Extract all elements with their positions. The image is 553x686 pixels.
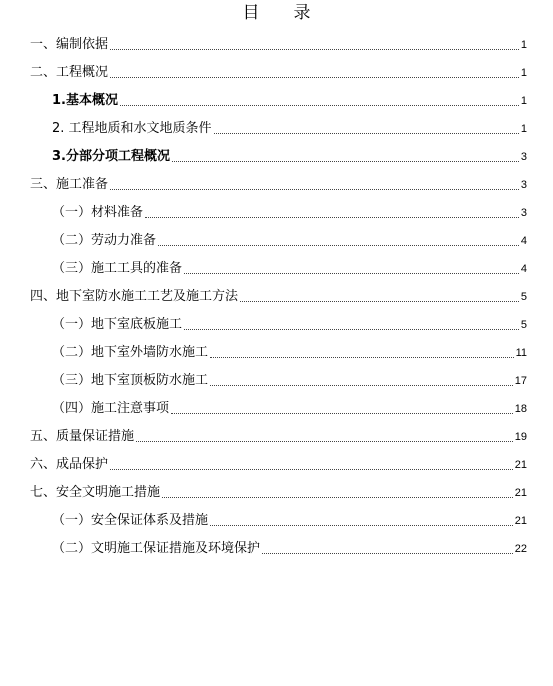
toc-entry-page: 1 bbox=[520, 123, 527, 135]
toc-entry-label: （一）地下室底板施工 bbox=[52, 317, 183, 332]
title-char-1: 目 bbox=[242, 3, 260, 23]
toc-entry-page: 4 bbox=[520, 235, 527, 247]
toc-entry-label: 五、质量保证措施 bbox=[30, 429, 135, 444]
dot-leader bbox=[158, 244, 519, 246]
title-char-2: 录 bbox=[293, 3, 311, 23]
toc-entry-label: 3.分部分项工程概况 bbox=[52, 149, 170, 164]
toc-title bbox=[0, 2, 553, 24]
toc-entry[interactable] bbox=[0, 483, 527, 501]
toc-entry-page: 5 bbox=[520, 291, 527, 303]
toc-entry[interactable] bbox=[0, 287, 527, 305]
toc-entry[interactable] bbox=[0, 427, 527, 445]
toc-entry[interactable] bbox=[0, 231, 527, 249]
toc-entry[interactable] bbox=[0, 315, 527, 333]
toc-entry-label: （三）施工工具的准备 bbox=[52, 261, 183, 276]
toc-entry-page: 18 bbox=[514, 403, 527, 415]
dot-leader bbox=[171, 412, 513, 414]
toc-entry-page: 4 bbox=[520, 263, 527, 275]
toc-entry-label: 2. 工程地质和水文地质条件 bbox=[52, 121, 212, 136]
toc-entry-label: （四）施工注意事项 bbox=[52, 401, 170, 416]
dot-leader bbox=[136, 440, 513, 442]
toc-entry-page: 21 bbox=[514, 515, 527, 527]
toc-entry[interactable] bbox=[0, 455, 527, 473]
toc-entry-label: 二、工程概况 bbox=[30, 65, 109, 80]
toc-entry-page: 11 bbox=[515, 347, 527, 359]
toc-entry-label: 七、安全文明施工措施 bbox=[30, 485, 161, 500]
dot-leader bbox=[110, 48, 519, 50]
toc-entry-label: 四、地下室防水施工工艺及施工方法 bbox=[30, 289, 239, 304]
dot-leader bbox=[184, 272, 519, 274]
toc-entry[interactable] bbox=[0, 511, 527, 529]
dot-leader bbox=[110, 468, 513, 470]
toc-entry[interactable] bbox=[0, 175, 527, 193]
toc-entry[interactable] bbox=[0, 539, 527, 557]
dot-leader bbox=[210, 384, 513, 386]
toc-entry-label: 三、施工准备 bbox=[30, 177, 109, 192]
toc-entry-page: 3 bbox=[520, 207, 527, 219]
toc-entry-page: 3 bbox=[520, 151, 527, 163]
toc-entry-page: 21 bbox=[514, 459, 527, 471]
toc-entry-page: 1 bbox=[520, 67, 527, 79]
dot-leader bbox=[110, 76, 519, 78]
dot-leader bbox=[210, 356, 514, 358]
toc-entry[interactable] bbox=[0, 371, 527, 389]
dot-leader bbox=[120, 104, 519, 106]
dot-leader bbox=[262, 552, 513, 554]
toc-entry-page: 5 bbox=[520, 319, 527, 331]
toc-entry-page: 22 bbox=[514, 543, 527, 555]
toc-entry-label: 一、编制依据 bbox=[30, 37, 109, 52]
dot-leader bbox=[210, 524, 513, 526]
dot-leader bbox=[162, 496, 513, 498]
toc-entry[interactable] bbox=[0, 259, 527, 277]
toc-entry[interactable] bbox=[0, 91, 527, 109]
toc-entry-label: 1.基本概况 bbox=[52, 93, 118, 108]
dot-leader bbox=[145, 216, 519, 218]
toc-entry[interactable] bbox=[0, 63, 527, 81]
toc-entry[interactable] bbox=[0, 35, 527, 53]
toc-entry-page: 1 bbox=[520, 39, 527, 51]
toc-entry[interactable] bbox=[0, 119, 527, 137]
toc-entry-label: （二）地下室外墙防水施工 bbox=[52, 345, 209, 360]
toc-entry-label: （一）安全保证体系及措施 bbox=[52, 513, 209, 528]
toc-entry-page: 17 bbox=[514, 375, 527, 387]
toc-entry[interactable] bbox=[0, 203, 527, 221]
toc-entry-page: 1 bbox=[520, 95, 527, 107]
toc-entry-label: 六、成品保护 bbox=[30, 457, 109, 472]
toc-entry-page: 19 bbox=[514, 431, 527, 443]
toc-entry-label: （二）劳动力准备 bbox=[52, 233, 157, 248]
dot-leader bbox=[172, 160, 519, 162]
toc-entry[interactable] bbox=[0, 343, 527, 361]
dot-leader bbox=[110, 188, 519, 190]
dot-leader bbox=[240, 300, 519, 302]
toc-entry-label: （一）材料准备 bbox=[52, 205, 144, 220]
dot-leader bbox=[214, 132, 519, 134]
toc-entry[interactable] bbox=[0, 147, 527, 165]
toc-entry-label: （三）地下室顶板防水施工 bbox=[52, 373, 209, 388]
toc-entry-label: （二）文明施工保证措施及环境保护 bbox=[52, 541, 261, 556]
toc-entry[interactable] bbox=[0, 399, 527, 417]
dot-leader bbox=[184, 328, 519, 330]
toc-entry-page: 3 bbox=[520, 179, 527, 191]
toc-entry-page: 21 bbox=[514, 487, 527, 499]
